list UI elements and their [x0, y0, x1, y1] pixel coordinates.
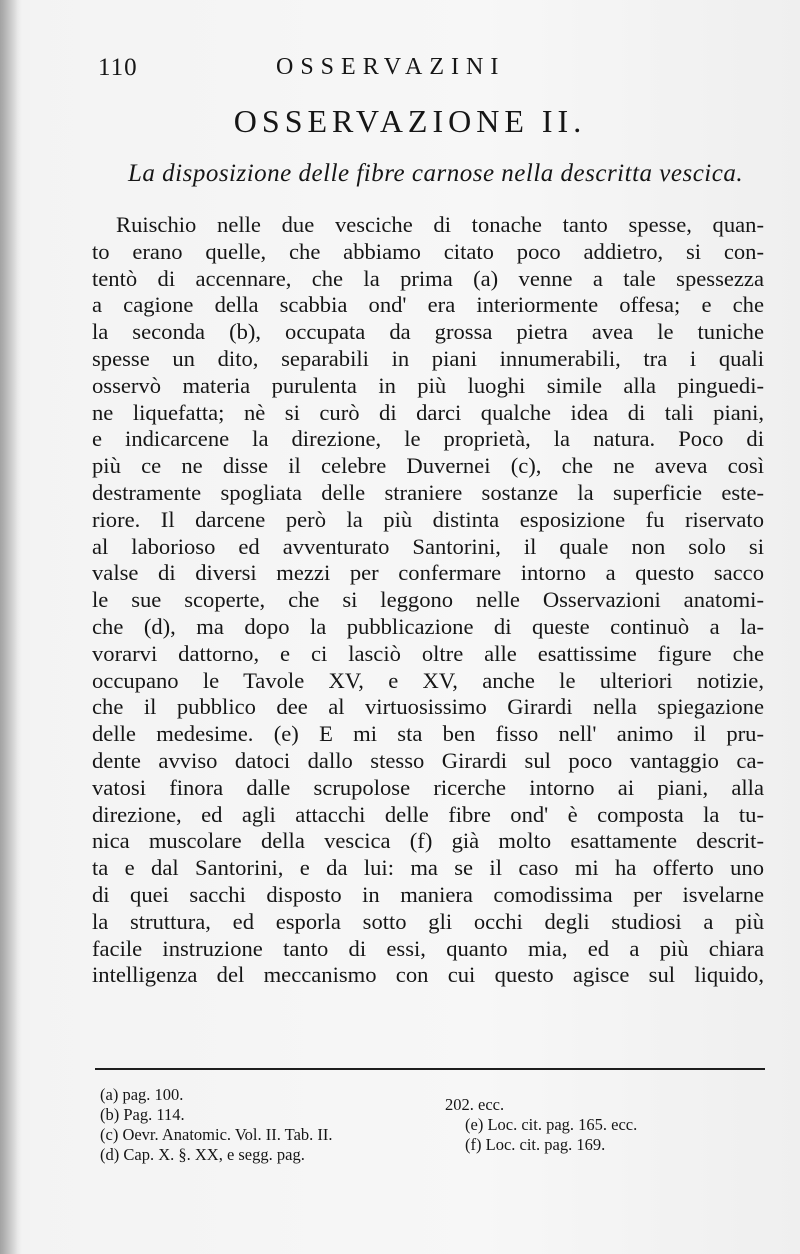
text-line: to erano quelle, che abbiamo citato poco addietro, si con- [92, 238, 764, 264]
footnote-rule [95, 1068, 765, 1070]
text-line: ta e dal Santorini, e da lui: ma se il caso mi ha offerto uno [92, 855, 764, 881]
footnotes-left-column [100, 1085, 440, 1165]
footnote-line: (b) Pag. 114. [100, 1105, 185, 1124]
text-line: la seconda (b), occupata da grossa pietra avea le tuniche [92, 319, 764, 345]
text-line: valse di diversi mezzi per confermare intorno a questo sacco [92, 560, 764, 586]
text-line: osservò materia purulenta in più luoghi simile alla pinguedi- [92, 372, 764, 398]
text-line: le sue scoperte, che si leggono nelle Osservazioni anatomi- [92, 587, 764, 613]
text-line: al laborioso ed avventurato Santorini, il quale non solo si [92, 533, 764, 559]
text-line: vorarvi dattorno, e ci lasciò oltre alle esattissime figure che [92, 640, 764, 666]
text-line: nica muscolare della vescica (f) già molto esattamente descrit- [92, 828, 764, 854]
footnote-line: (a) pag. 100. [100, 1085, 184, 1104]
text-line: spesse un dito, separabili in piani innumerabili, tra i quali [92, 345, 764, 371]
text-line: occupano le Tavole XV, e XV, anche le ulteriori notizie, [92, 667, 764, 693]
footnote-line: (c) Oevr. Anatomic. Vol. II. Tab. II. [100, 1125, 333, 1144]
text-line: Ruischio nelle due vesciche di tonache tanto spesse, quan- [116, 212, 764, 237]
body-text [92, 212, 764, 989]
text-line: a cagione della scabbia ond' era interiormente offesa; e che [92, 292, 764, 318]
chapter-subtitle: La disposizione delle fibre carnose nella descritta vescica. [128, 160, 744, 187]
binding-shadow [0, 0, 22, 1254]
text-line: riore. Il darcene però la più distinta esposizione fu riservato [92, 506, 764, 532]
chapter-title: OSSERVAZIONE II. [233, 103, 587, 139]
text-line: intelligenza del meccanismo con cui questo agisce sul liquido, [92, 962, 764, 988]
text-line: delle medesime. (e) E mi sta ben fisso nell' animo il pru- [92, 721, 764, 747]
footnotes-right-column [445, 1095, 765, 1155]
text-line: tentò di accennare, che la prima (a) venne a tale spessezza [92, 265, 764, 291]
text-line: e indicarcene la direzione, le proprietà, la natura. Poco di [92, 426, 764, 452]
text-line: destramente spogliata delle straniere sostanze la superficie este- [92, 479, 764, 505]
text-line: ne liquefatta; nè si curò di darci qualche idea di tali piani, [92, 399, 764, 425]
footnote-line: (f) Loc. cit. pag. 169. [465, 1135, 606, 1154]
footnote-line: (e) Loc. cit. pag. 165. ecc. [465, 1115, 638, 1134]
footnote-line: 202. ecc. [445, 1095, 505, 1114]
footnote-line: (d) Cap. X. §. XX, e segg. pag. [100, 1145, 305, 1164]
text-line: dente avviso datoci dallo stesso Girardi sul poco vantaggio ca- [92, 747, 764, 773]
text-line: vatosi finora dalle scrupolose ricerche intorno ai piani, alla [92, 774, 764, 800]
text-line: facile instruzione tanto di essi, quanto mia, ed a più chiara [92, 935, 764, 961]
running-head [98, 54, 758, 84]
text-line: la struttura, ed esporla sotto gli occhi degli studiosi a più [92, 908, 764, 934]
running-title: OSSERVAZINI [276, 54, 506, 80]
page-number: 110 [98, 54, 138, 81]
text-line: di quei sacchi disposto in maniera comodissima per isvelarne [92, 881, 764, 907]
text-line: che il pubblico dee al virtuosissimo Girardi nella spiegazione [92, 694, 764, 720]
text-line: più ce ne disse il celebre Duvernei (c), che ne aveva così [92, 453, 764, 479]
text-line: che (d), ma dopo la pubblicazione di queste continuò a la- [92, 613, 764, 639]
text-line: direzione, ed agli attacchi delle fibre ond' è composta la tu- [92, 801, 764, 827]
